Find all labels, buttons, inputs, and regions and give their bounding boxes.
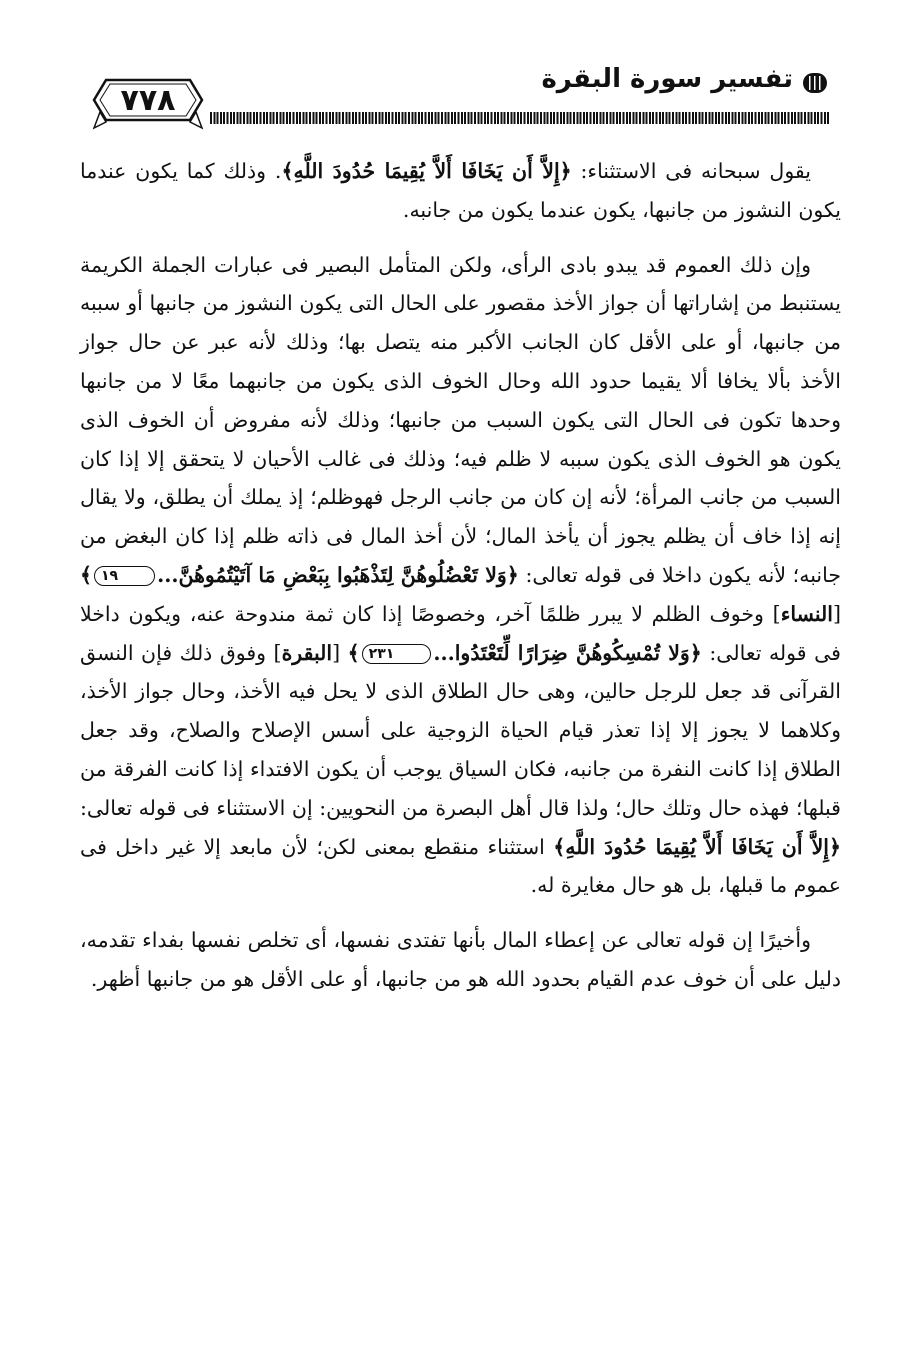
text-run: [ <box>833 601 841 626</box>
running-title: تفسير سورة البقرة <box>541 64 793 94</box>
text-run: [ <box>332 640 348 665</box>
quran-verse: ﴿وَلا تَعْضُلُوهُنَّ لِتَذْهَبُوا بِبَعْضِ مَا آتَيْتُمُوهُنَّ... <box>157 562 519 587</box>
page-number-frame-icon <box>92 78 204 130</box>
text-run: ] وفوق ذلك فإن النسق القرآنى قد جعل للرجل حالين، وهى حال الطلاق الذى لا يحل فيه الأخذ، وحال جواز الأخذ، وكلاهما لا يجوز إلا إذا تعذر قيام الحياة الزوجية على أسس الإصلاح والصلاح، وقد جعل الطلاق إذا كانت النفرة من جانبه، فكان السياق يوجب أن يكون الافتداء إذا كانت الفرقة من قبلها؛ فهذه حال وتلك حال؛ ولذا قال أهل البصرة من النحويين: إن الاستثناء فى قوله تعالى: <box>80 640 841 820</box>
text-run: استثناء منقطع بمعنى لكن؛ لأن مابعد إلا غير داخل فى عموم ما قبلها، بل هو حال مغايرة له. <box>80 834 841 898</box>
paragraph <box>80 152 841 230</box>
paragraph <box>80 246 841 906</box>
page-body <box>80 152 841 999</box>
text-run: وأخيرًا إن قوله تعالى عن إعطاء المال بأنها تفتدى نفسها، أى تخلص نفسها بفداء تقدمه، دليل على أن خوف عدم القيام بحدود الله هو من جانبها، أو على الأقل هو من جانبها أظهر. <box>80 928 841 991</box>
paragraph <box>80 921 841 999</box>
header-divider <box>210 112 829 124</box>
page-header <box>0 0 921 150</box>
quran-verse: ﴿إِلاَّ أَن يَخَافَا أَلاَّ يُقِيمَا حُدُودَ اللَّهِ﴾ <box>281 159 572 183</box>
ayah-number: ٢٣١ <box>362 644 432 664</box>
quran-verse: ﴿وَلا تُمْسِكُوهُنَّ ضِرَارًا لِّتَعْتَدُوا... <box>433 640 702 665</box>
text-run: وإن ذلك العموم قد يبدو بادى الرأى، ولكن المتأمل البصير فى عبارات الجملة الكريمة يستنبط من إشاراتها أن جواز الأخذ مقصور على الحال التى يكون النشوز من جانبها أو سببه من جانبها، أو على الأقل كان الجانب الأكبر منه يتصل بها؛ وذلك لأنه عبر عن حال جواز الأخذ بألا يخافا ألا يقيما حدود الله وحال الخوف الذى يكون من جانبهما معًا لا من جانبها وحدها تكون فى الحال التى يكون السبب من جانبها؛ وذلك لأنه مفروض أن الخوف الذى يكون هو الخوف الذى يكون سببه لا ظلم فيه؛ وذلك فى غالب الأحيان لا يتحقق إلا إذا كان السبب من جانب المرأة؛ لأنه إن كان من جانب الرجل فهوظلم؛ إذ يملك أن يطلق، ولا يقال إنه إذا خاف أن يظلم يجوز أن يأخذ المال؛ لأن أخذ المال فى ذاته ظلم إذا كان البغض من جانبه؛ لأنه يكون داخلا فى قوله تعالى: <box>80 252 841 587</box>
quran-verse: ﴿إِلاَّ أَن يَخَافَا أَلاَّ يُقِيمَا حُدُودَ اللَّهِ﴾ <box>553 834 841 859</box>
text-run: ] وخوف الظلم لا يبرر ظلمًا آخر، وخصوصًا إذا كان ثمة مندوحة عنه، ويكون داخلا فى قوله تعالى: <box>80 601 841 665</box>
text-run: يقول سبحانه فى الاستثناء: <box>571 159 811 183</box>
quran-verse: ﴾ <box>347 640 360 665</box>
quran-verse: ﴾ <box>80 562 93 587</box>
sura-name: النساء <box>780 601 833 626</box>
text-run: . وذلك كما يكون عندما يكون النشوز من جانبها، يكون عندما يكون من جانبه. <box>80 159 841 222</box>
ornament-icon <box>801 70 829 96</box>
ayah-number: ١٩ <box>94 566 155 586</box>
sura-name: البقرة <box>281 640 333 665</box>
page-number: ٧٧٨ <box>120 82 176 118</box>
